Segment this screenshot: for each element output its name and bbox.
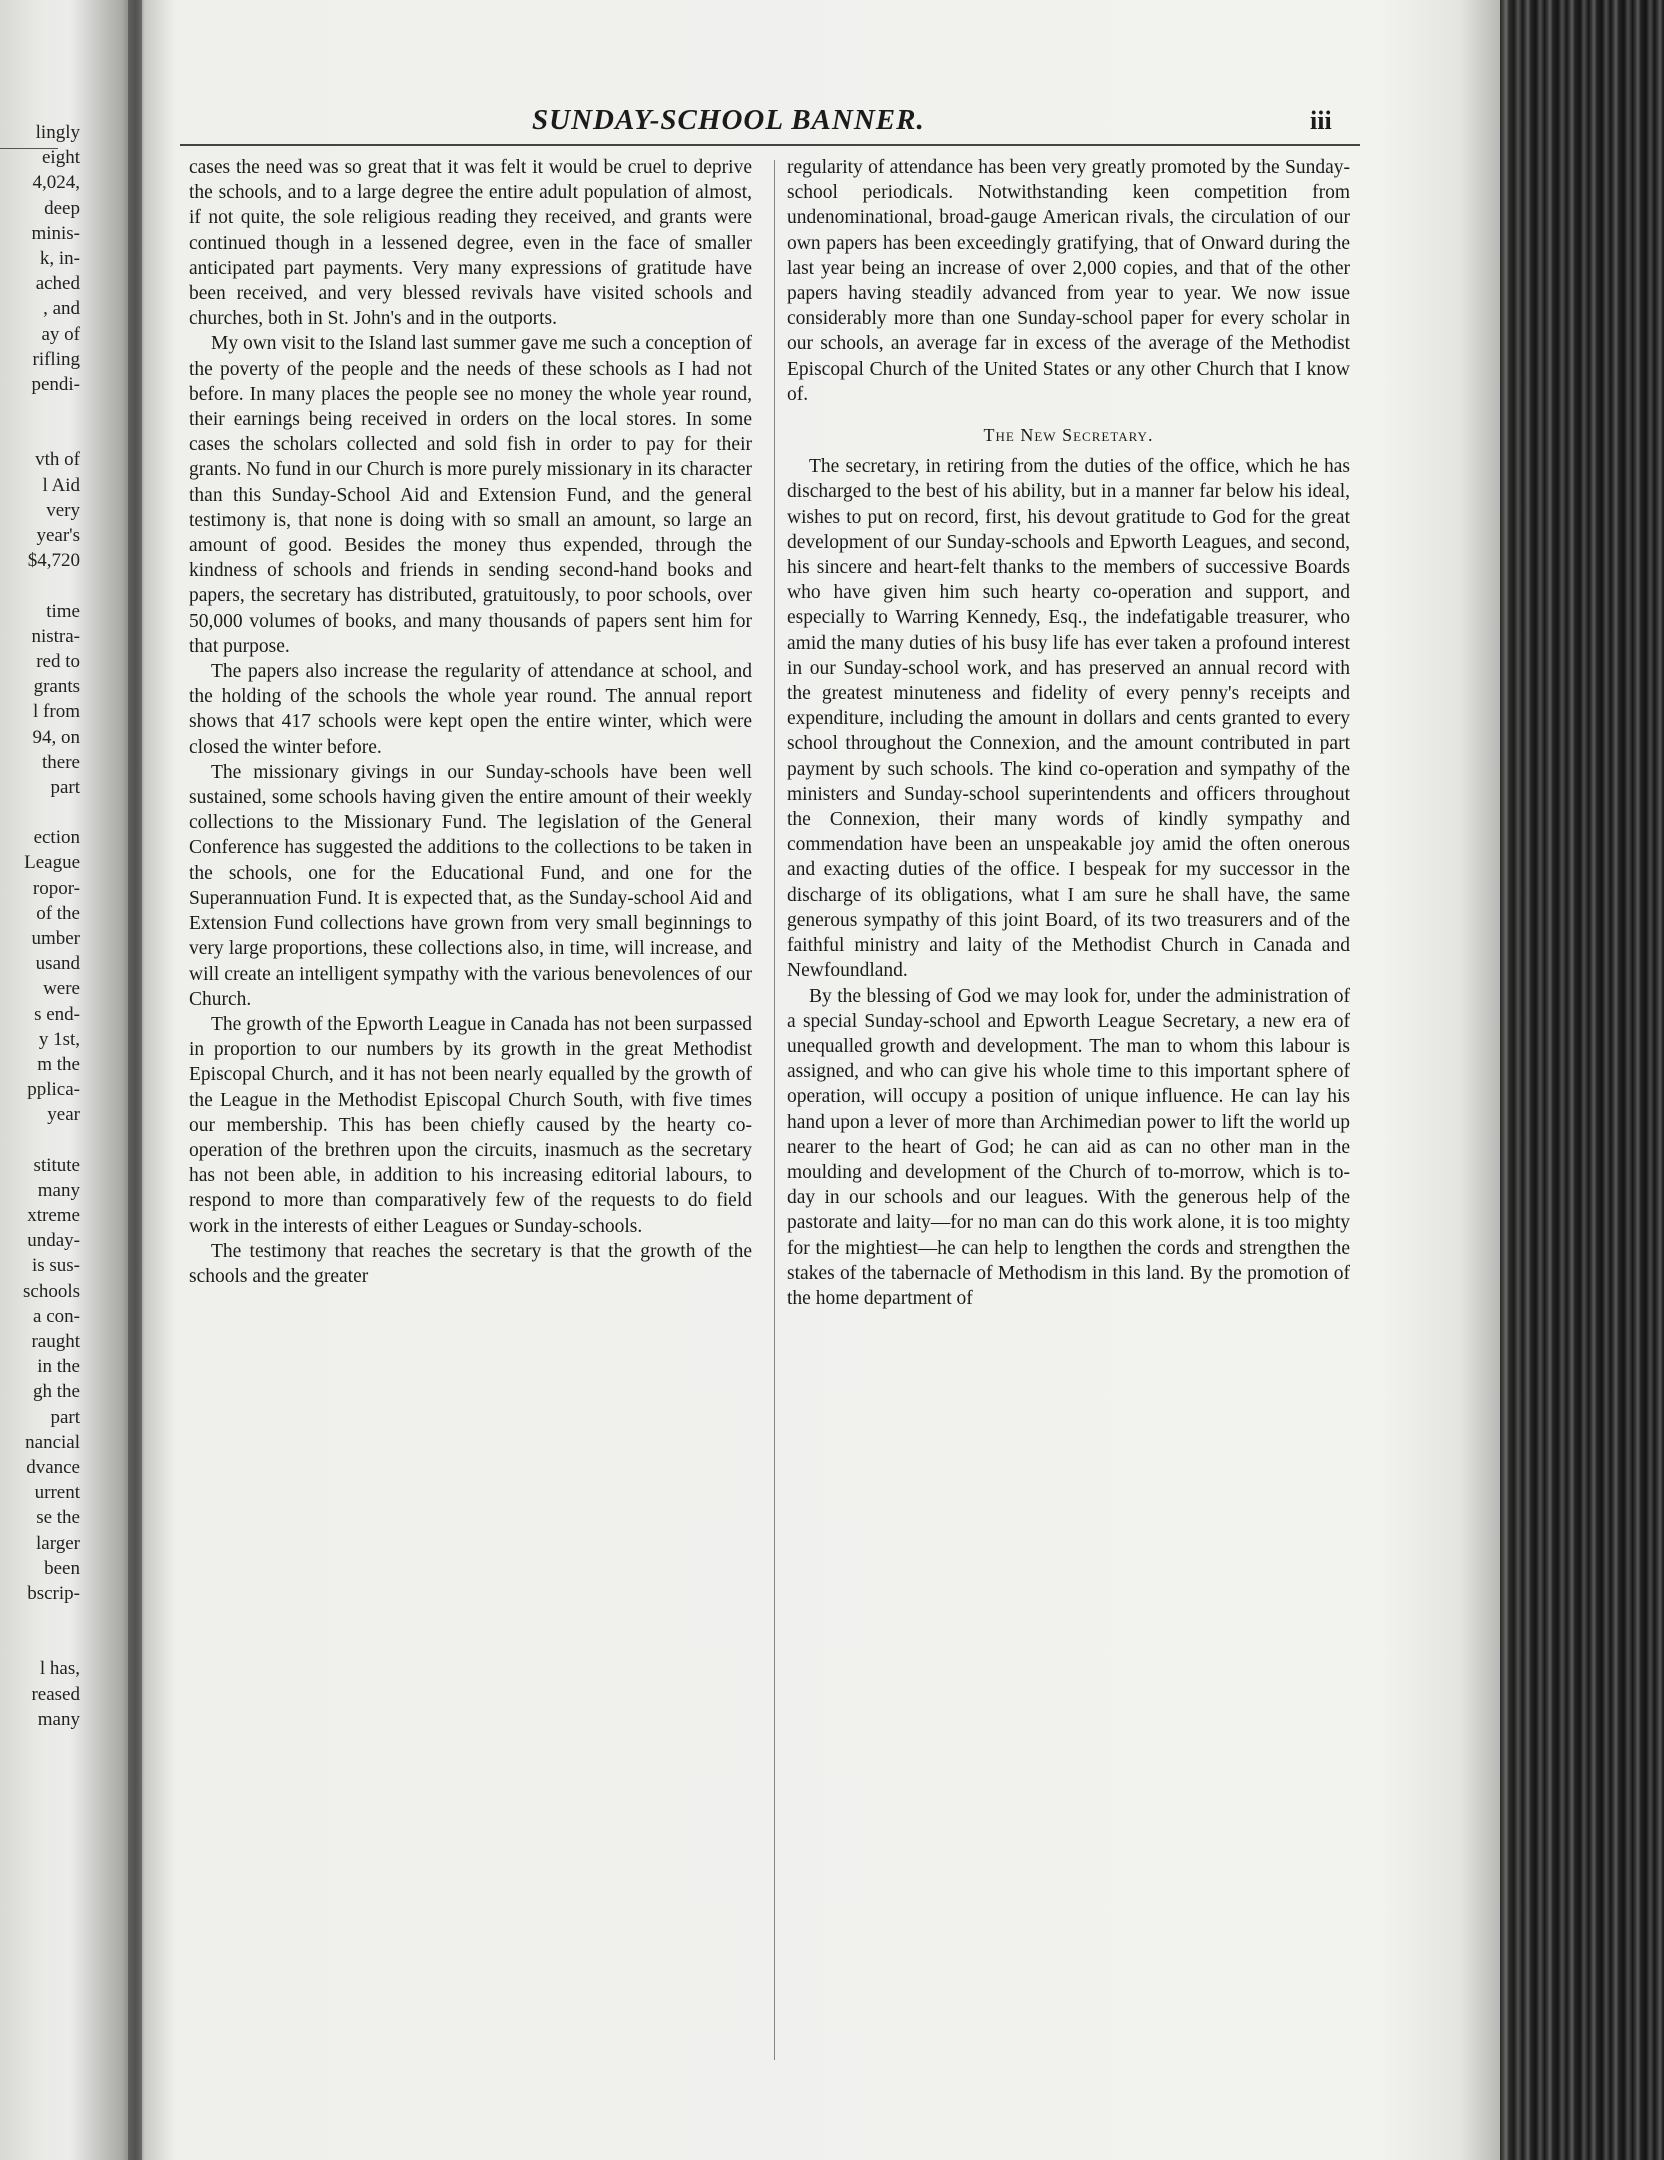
facing-page-fragment: l has,: [39, 1658, 80, 1680]
facing-page-fragment: a con-: [33, 1305, 80, 1327]
facing-page-fragment: there: [42, 751, 80, 773]
facing-page-fragment: xtreme: [27, 1205, 80, 1227]
facing-page-fragment: $4,720: [27, 550, 80, 572]
facing-page-fragment: reased: [31, 1683, 80, 1705]
facing-page-fragment: raught: [31, 1331, 80, 1352]
facing-page-fragment: larger: [36, 1532, 80, 1554]
section-heading: The New Secretary.: [983, 425, 1154, 446]
facing-page-fragment: been: [44, 1557, 80, 1579]
facing-page-fragment: League: [24, 852, 80, 874]
facing-page-fragment: usand: [35, 953, 80, 975]
facing-page-fragment: ay of: [41, 323, 80, 345]
facing-page-fragment: year: [47, 1104, 80, 1126]
paragraph: My own visit to the Island last summer gave me such a conception of the poverty of the people and the needs of these schools as I had not before. In many places the people see no money the whole year round, their earnings being received in orders on the local stores. In some cases the scholars collected and sold fish in order to pay for their grants. No fund in our Church is more purely missionary in its character than this Sunday-School Aid and Extension Fund, and the general testimony is, that none is doing with so small an amount, so large an amount of good. Besides the money thus expended, through the kindness of schools and friends in sending second-hand books and papers, the secretary has distributed, gratuitously, to poor schools, over 50,000 volumes of books, and many thousands of papers sent him for that purpose.: [189, 333, 753, 657]
book-binding-edge: [1500, 0, 1664, 2160]
facing-page-fragment: se the: [36, 1507, 80, 1529]
facing-page-fragment: stitute: [33, 1154, 80, 1176]
facing-page-fragment: very: [46, 499, 80, 521]
facing-page-fragment: red to: [36, 650, 80, 672]
facing-page-fragment: year's: [36, 525, 80, 546]
facing-page-fragment: m the: [37, 1053, 80, 1075]
facing-page-fragment: umber: [31, 928, 80, 949]
column-divider: [774, 160, 775, 2060]
header-rule: [180, 144, 1360, 146]
facing-page-fragment: [0, 800, 80, 825]
facing-page-fragment: part: [50, 776, 80, 798]
paragraph: The testimony that reaches the secretary is that the growth of the schools and the greater: [189, 1240, 752, 1287]
paragraph: cases the need was so great that it was felt it would be cruel to deprive the schools, and to a large degree the entire adult population of almost, if not quite, the sole religious reading they received, and grants were continued though in a lessened degree, even in the face of smaller anticipated part payments. Very many expressions of gratitude have been received, and very blessed revivals have visited schools and churches, both in St. John's and in the outports.: [189, 157, 752, 330]
paragraph: The papers also increase the regularity of attendance at school, and the holding of the schools the whole year round. The annual report shows that 417 schools were kept open the entire winter, which were closed the winter before.: [189, 661, 752, 758]
facing-page-fragment: [0, 422, 80, 447]
facing-page-fragment: schools: [23, 1280, 80, 1302]
facing-page-fragment: [0, 1631, 80, 1656]
right-column-upper: [787, 155, 1350, 407]
facing-page-fragment: ached: [35, 273, 80, 295]
facing-page-fragment: many: [37, 1179, 80, 1201]
facing-page-fragment: is sus-: [31, 1255, 80, 1277]
facing-page-fragments: [0, 120, 80, 2000]
right-column: [787, 155, 1350, 2075]
paragraph: By the blessing of God we may look for, under the administration of a special Sunday-school and Epworth League Secretary, a new era of unequalled growth and development. The man to whom this labour is assigned, and who can give his whole time to this important sphere of operation, will occupy a position of unique influence. He can lay his hand upon a lever of more than Archimedian power to lift the world up nearer to the heart of God; he can aid as can no other man in the moulding and development of the Church of to-morrow, which is to-day in our schools and our leagues. With the generous help of the pastorate and laity—for no man can do this work alone, it is too mighty for the mightiest—he can help to lengthen the cords and strengthen the stakes of the tabernacle of Methodism in this land. By the promotion of the home department of: [787, 985, 1350, 1309]
facing-page-fragment: unday-: [27, 1230, 80, 1252]
facing-page-fragment: eight: [42, 147, 80, 169]
facing-page-fragment: [0, 573, 80, 598]
facing-page-fragment: pendi-: [31, 373, 80, 395]
facing-page-fragment: minis-: [31, 222, 80, 244]
facing-page-fragment: dvance: [26, 1456, 80, 1478]
facing-page-fragment: [0, 1128, 80, 1153]
facing-page-fragment: l from: [33, 701, 80, 723]
facing-page-fragment: gh the: [33, 1381, 80, 1403]
page-header: [180, 104, 1350, 144]
facing-page-fragment: grants: [33, 676, 80, 698]
facing-page-fragment: urrent: [34, 1482, 80, 1504]
facing-page-fragment: part: [50, 1406, 80, 1428]
paragraph: The secretary, in retiring from the duties of the office, which he has discharged to the best of his ability, but in a manner far below his ideal, wishes to put on record, first, his devout gratitude to God for the great development of our Sunday-schools and Epworth Leagues, and second, his sincere and heart-felt thanks to the members of successive Boards who have given him such hearty co-operation and support, and especially to Warring Kennedy, Esq., the indefatigable treasurer, who amid the many duties of his busy life has ever taken a profound interest in our Sunday-school work, and has preserved an annual record with the greatest minuteness and fidelity of every penny's receipts and expenditure, including the amount in dollars and cents granted to every school throughout the Connexion, and the amount contributed in part payment by such schools. The kind co-operation and sympathy of the ministers and Sunday-school superintendents and officers throughout the Connexion, their many words of kindly sympathy and commendation have been an unspeakable joy amid the often onerous and exacting duties of the office. I bespeak for my successor in the discharge of its obligations, what I am sure he shall have, the same generous sympathy of this joint Board, of its two treasurers and of the faithful ministry and laity of the Methodist Church in Canada and Newfoundland.: [787, 456, 1350, 982]
facing-page-fragment: nistra-: [31, 625, 80, 647]
facing-page-fragment: y 1st,: [38, 1028, 80, 1050]
facing-page-fragment: rifling: [32, 348, 80, 370]
facing-page-fragment: nancial: [25, 1431, 80, 1453]
paragraph: The missionary givings in our Sunday-schools have been well sustained, some schools having given the entire amount of their weekly collections to the Missionary Fund. The legislation of the General Conference has suggested the additions to the collections to be taken in the schools, one for the Educational Fund, and one for the Superannuation Fund. It is expected that, as the Sunday-school Aid and Extension Fund collections have grown from very small beginnings to very large proportions, these collections also, in time, will increase, and will create an intelligent sympathy with the various benevolences of our Church.: [189, 761, 752, 1010]
facing-page-fragment: k, in-: [39, 247, 80, 269]
facing-page-fragment: vth of: [35, 449, 80, 471]
paragraph: regularity of attendance has been very greatly promoted by the Sunday-school periodicals. Notwithstanding keen competition from undenominational, broad-gauge American rivals, the circulation of our own papers has been exceedingly gratifying, that of Onward during the last year being an increase of over 2,000 copies, and that of the other papers having steadily advanced from year to year. We now issue considerably more than one Sunday-school paper for every scholar in our schools, an average far in excess of the average of the Methodist Episcopal Church of the United States or any other Church that I know of.: [787, 157, 1350, 405]
facing-page-fragment: in the: [37, 1356, 80, 1378]
facing-page-fragment: , and: [43, 298, 80, 320]
right-column-lower: [787, 454, 1350, 1311]
page-number: iii: [1310, 106, 1332, 135]
facing-page-fragment: s end-: [34, 1003, 80, 1025]
facing-page-fragment: [0, 1606, 80, 1631]
left-column: [189, 155, 752, 2075]
facing-page-fragment: 94, on: [32, 726, 80, 748]
facing-page-fragment: of the: [36, 902, 80, 924]
facing-page-fragment: time: [46, 600, 80, 622]
running-title: SUNDAY-SCHOOL BANNER.: [532, 104, 925, 136]
facing-page-fragment: deep: [44, 197, 80, 219]
facing-page-fragment: [0, 397, 80, 422]
facing-page-fragment: pplica-: [27, 1079, 80, 1101]
facing-page-fragment: l Aid: [42, 474, 80, 496]
facing-page-fragment: bscrip-: [27, 1582, 80, 1604]
facing-page-fragment: ropor-: [32, 877, 80, 899]
facing-page-fragment: many: [37, 1708, 80, 1730]
facing-page-fragment: lingly: [35, 122, 80, 143]
facing-page-fragment: were: [43, 978, 80, 1000]
paragraph: The growth of the Epworth League in Canada has not been surpassed in proportion to our numbers by its growth in the great Methodist Episcopal Church, and it has not been nearly equalled by the growth of the League in the Methodist Episcopal Church South, with five times our membership. This has been chiefly caused by the hearty co-operation of the brethren upon the circuits, inasmuch as the secretary has not been able, in addition to his increasing editorial labours, to respond to more than comparatively few of the requests to do field work in the interests of either Leagues or Sunday-schools.: [189, 1013, 752, 1237]
facing-page-fragment: ection: [33, 827, 80, 849]
page-gutter-shadow: [128, 0, 142, 2160]
facing-page-fragment: 4,024,: [32, 172, 80, 194]
